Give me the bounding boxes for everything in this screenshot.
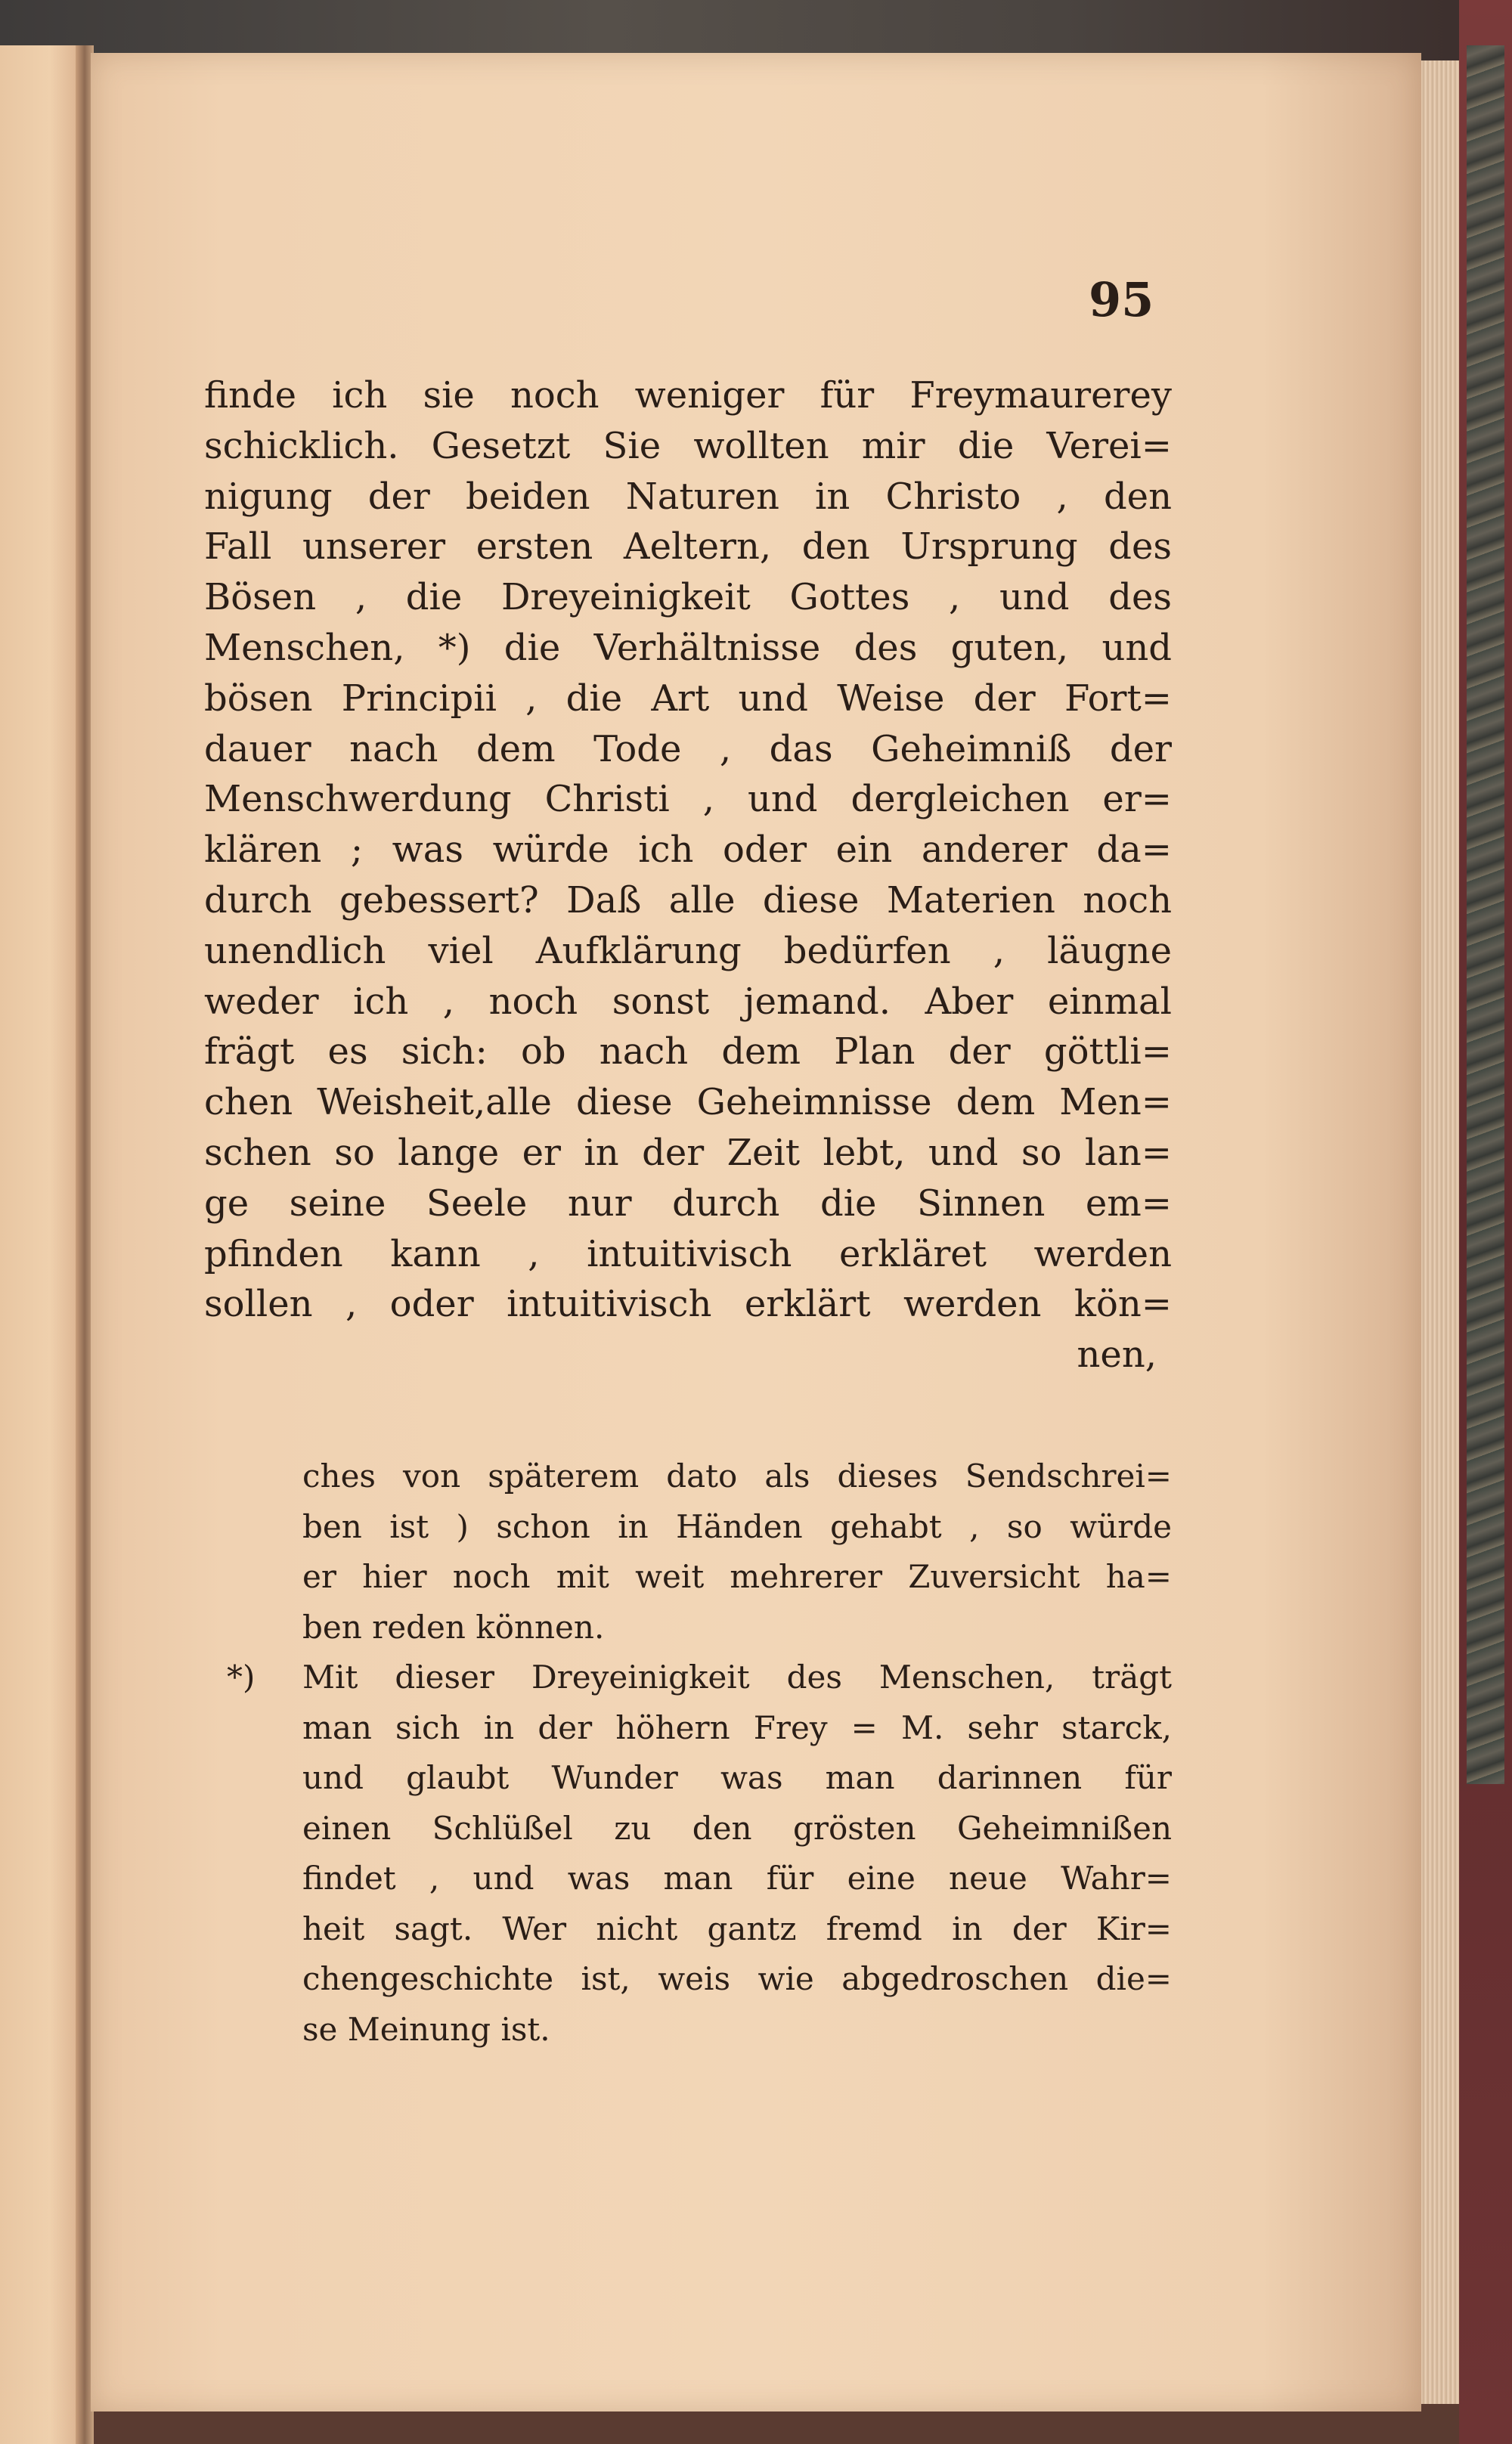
text-line: nigung der beiden Naturen in Christo , den	[204, 475, 1172, 518]
main-text-block	[204, 370, 1172, 1380]
footnote-line: findet , und was man für eine neue Wahr=	[302, 1860, 1172, 1897]
text-line: finde ich sie noch weniger für Freymaurerey	[204, 374, 1172, 417]
left-page-edge	[0, 45, 83, 2444]
footnote-block	[227, 1451, 1172, 2055]
text-line: ge seine Seele nur durch die Sinnen em=	[204, 1182, 1172, 1225]
footnote-line: einen Schlüßel zu den grösten Geheimnißen	[302, 1809, 1172, 1847]
book-cover-top	[0, 0, 1512, 60]
text-line: unendlich viel Aufklärung bedürfen , läugne	[204, 929, 1172, 972]
marbled-endpaper	[1467, 45, 1504, 1784]
text-line: Menschen, *) die Verhältnisse des guten, und	[204, 626, 1172, 669]
page-stack-edges	[1421, 60, 1459, 2404]
text-line: schen so lange er in der Zeit lebt, und so lan=	[204, 1131, 1172, 1174]
text-line: bösen Principii , die Art und Weise der Fort=	[204, 677, 1172, 720]
text-line: schicklich. Gesetzt Sie wollten mir die Verei=	[204, 424, 1172, 467]
text-line: pfinden kann , intuitivisch erkläret werden	[204, 1232, 1172, 1275]
page-number: 95	[1089, 272, 1154, 327]
footnote-line-text: Mit dieser Dreyeinigkeit des Menschen, trägt	[302, 1659, 1172, 1696]
text-line: sollen , oder intuitivisch erklärt werden kön=	[204, 1283, 1172, 1326]
text-line: Menschwerdung Christi , und dergleichen er=	[204, 778, 1172, 821]
text-line: weder ich , noch sonst jemand. Aber einmal	[204, 980, 1172, 1023]
text-line: frägt es sich: ob nach dem Plan der göttli=	[204, 1030, 1172, 1073]
footnote-line: ben reden können.	[302, 1608, 605, 1646]
footnote-line: se Meinung ist.	[302, 2010, 550, 2048]
footnote-line: ben ist ) schon in Händen gehabt , so würde	[302, 1507, 1172, 1545]
footnote-line: und glaubt Wunder was man darinnen für	[302, 1759, 1172, 1796]
footnote-line: chengeschichte ist, weis wie abgedroschen die=	[302, 1960, 1172, 1997]
footnote-marker: *)	[227, 1659, 256, 1696]
text-line: klären ; was würde ich oder ein anderer da=	[204, 829, 1172, 872]
footnote-line: er hier noch mit weit mehrerer Zuversicht ha=	[302, 1558, 1172, 1595]
footnote-line: ches von späterem dato als dieses Sendschrei=	[302, 1457, 1172, 1495]
text-line: dauer nach dem Tode , das Geheimniß der	[204, 727, 1172, 770]
text-line: durch gebessert? Daß alle diese Materien noch	[204, 878, 1172, 922]
footnote-line	[227, 1653, 1172, 1703]
text-line: Bösen , die Dreyeinigkeit Gottes , und des	[204, 576, 1172, 619]
text-line: Fall unserer ersten Aeltern, den Ursprung des	[204, 525, 1172, 568]
footnote-line: man sich in der höhern Frey = M. sehr starck,	[302, 1708, 1172, 1746]
text-line: chen Weisheit,alle diese Geheimnisse dem Men=	[204, 1081, 1172, 1124]
catchword: nen,	[1077, 1334, 1157, 1377]
footnote-line: heit sagt. Wer nicht gantz fremd in der Kir=	[302, 1910, 1172, 1947]
